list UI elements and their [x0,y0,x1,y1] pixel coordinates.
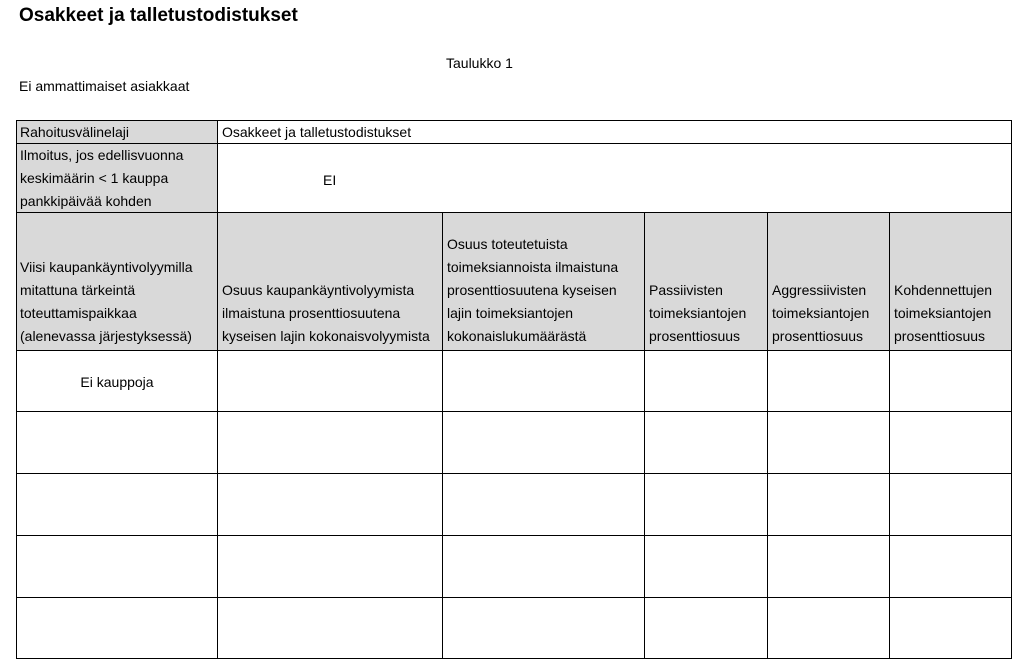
table-cell [768,474,889,535]
column-header-4 [645,213,767,350]
table-cell [768,412,889,473]
table-cell [17,412,217,473]
column-header-label: Osuus kaupankäyntivolyymista ilmaistuna prosenttiosuutena kyseisen lajin kokonaisvolyymista [222,282,430,344]
table-cell [17,598,217,658]
column-header-label: Kohdennettujen toimeksiantojen prosenttiosuus [894,282,993,344]
table-hline [16,658,1012,659]
column-header-2 [218,213,442,350]
table-hline [16,411,1012,412]
table-hline [16,473,1012,474]
table-cell-value: Ei kauppoja [80,374,154,390]
table-hline [16,597,1012,598]
table-hline [16,350,1012,351]
column-header-label: Aggressiivisten toimeksiantojen prosenttiosuus [772,282,870,344]
table-cell [768,351,889,411]
table-vline [767,212,768,659]
table-hline [16,535,1012,536]
table-vline [16,120,17,659]
column-header-label: Osuus toteutetuista toimeksiannoista ilmaistuna prosenttiosuutena kyseisen lajin toimeksiantojen kokonaislukumäärästä [447,236,619,344]
table-cell [443,351,644,411]
table-vline [1011,120,1012,659]
table-cell [890,598,1011,658]
table-cell [443,412,644,473]
column-header-1 [17,213,217,350]
instrument-class-value-cell [218,121,1011,143]
table-cell [645,351,767,411]
table-cell [890,536,1011,597]
instrument-class-value: Osakkeet ja talletustodistukset [222,124,412,140]
table-vline [217,120,218,659]
table-hline [16,120,1012,121]
table-cell [443,598,644,658]
column-header-3 [443,213,644,350]
instrument-class-label-cell [17,121,217,143]
instrument-class-label: Rahoitusvälinelaji [20,124,129,140]
table-cell [890,412,1011,473]
table-cell [890,351,1011,411]
table-hline [16,143,1012,144]
table-cell [645,412,767,473]
table-cell [218,536,442,597]
table-cell [218,351,442,411]
table-cell [17,474,217,535]
table-cell [768,598,889,658]
column-header-6 [890,213,1011,350]
table-caption: Taulukko 1 [446,55,513,71]
column-header-label: Passiivisten toimeksiantojen prosenttiosuus [649,282,747,344]
table-cell [645,474,767,535]
table-cell [890,474,1011,535]
table-cell [17,351,217,411]
page-title: Osakkeet ja talletustodistukset [19,5,298,26]
table-vline [442,212,443,659]
table-hline [16,212,1012,213]
table-cell [443,536,644,597]
low-activity-notice-value: EI [323,172,337,188]
client-type-label: Ei ammattimaiset asiakkaat [19,78,190,94]
low-activity-notice-value-cell [218,144,1011,212]
table-cell [443,474,644,535]
table-vline [889,212,890,659]
low-activity-notice-label-cell [17,144,217,212]
column-header-label: Viisi kaupankäyntivolyymilla mitattuna tärkeintä toteuttamispaikkaa (alenevassa järjestyksessä) [20,259,193,344]
column-header-5 [768,213,889,350]
low-activity-notice-label: Ilmoitus, jos edellisvuonna keskimäärin < 1 kauppa pankkipäivää kohden [20,147,184,209]
table-cell [17,536,217,597]
table-cell [218,412,442,473]
table-cell [218,598,442,658]
table-cell [218,474,442,535]
table-cell [645,598,767,658]
table-cell [645,536,767,597]
table-vline [644,212,645,659]
table-cell [768,536,889,597]
